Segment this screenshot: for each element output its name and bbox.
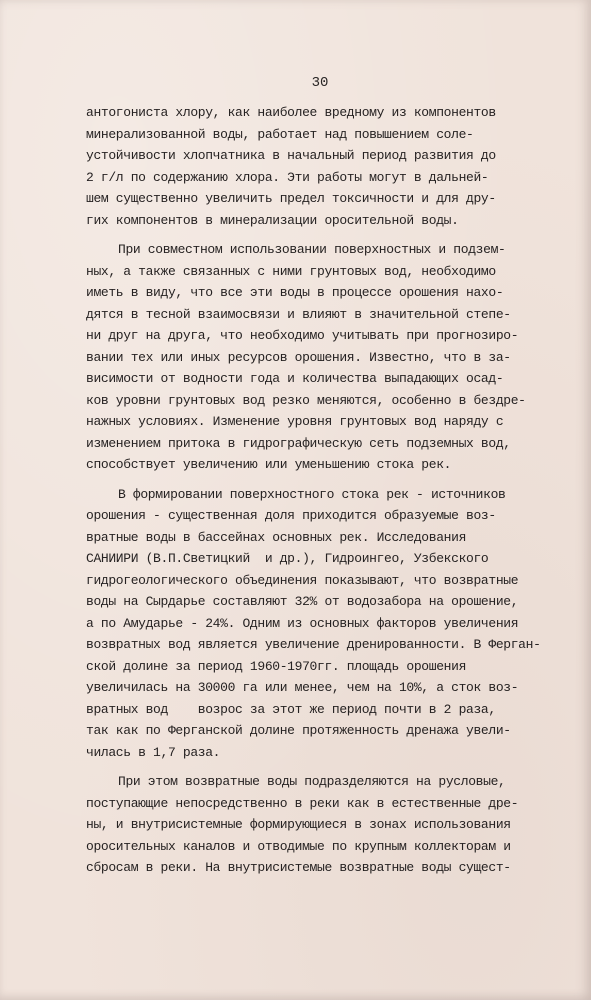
- text-line: минерализованной воды, работает над повышением соле-: [86, 126, 474, 142]
- page-number: 30: [311, 75, 329, 91]
- text-line: так как по Ферганской долине протяженность дренажа увели-: [86, 723, 511, 738]
- text-line: САНИИРИ (В.П.Светицкий и др.), Гидроингео, Узбекского: [86, 551, 489, 566]
- text-line: ков уровни грунтовых вод резко меняются, особенно в бездре-: [86, 392, 526, 408]
- text-line: устойчивости хлопчатника в начальный период развития до: [86, 148, 496, 163]
- text-line: иметь в виду, что все эти воды в процессе орошения нахо-: [86, 285, 504, 300]
- text-line: а по Амударье - 24%. Одним из основных факторов увеличения: [86, 615, 519, 631]
- paragraph-1: [86, 102, 562, 231]
- body-text: [86, 102, 562, 879]
- text-line: ни друг на друга, что необходимо учитывать при прогнозиро-: [86, 328, 519, 343]
- text-line: вратных вод возрос за этот же период почти в 2 раза,: [86, 701, 496, 717]
- text-line: ных, а также связанных с ними грунтовых вод, необходимо: [86, 263, 496, 279]
- text-line: В формировании поверхностного стока рек - источников: [118, 486, 506, 502]
- text-line: вании тех или иных ресурсов орошения. Известно, что в за-: [86, 349, 511, 365]
- text-line: ны, и внутрисистемные формирующиеся в зонах использования: [86, 817, 511, 832]
- text-line: чилась в 1,7 раза.: [86, 744, 221, 760]
- paragraph-2: [86, 239, 562, 476]
- text-line: гидрогеологического объединения показывают, что возвратные: [86, 572, 519, 588]
- text-line: сбросам в реки. На внутрисистемые возвратные воды сущест-: [86, 860, 511, 875]
- text-line: вратные воды в бассейнах основных рек. Исследования: [86, 529, 467, 545]
- text-line: висимости от водности года и количества выпадающих осад-: [86, 371, 504, 386]
- text-line: ской долине за период 1960-1970гг. площадь орошения: [86, 658, 467, 674]
- text-line: воды на Сырдарье составляют 32% от водозабора на орошение,: [86, 594, 519, 609]
- text-line: При этом возвратные воды подразделяются на русловые,: [118, 774, 506, 789]
- text-line: увеличилась на 30000 га или менее, чем на 10%, а сток воз-: [86, 680, 519, 695]
- text-line: возвратных вод является увеличение дренированности. В Ферган-: [86, 637, 541, 652]
- text-line: антогониста хлору, как наиболее вредному из компонентов: [86, 105, 496, 120]
- text-line: способствует увеличению или уменьшению стока рек.: [86, 457, 452, 472]
- text-line: 2 г/л по содержанию хлора. Эти работы могут в дальней-: [86, 169, 489, 185]
- paragraph-gap: [86, 763, 562, 771]
- text-line: поступающие непосредственно в реки как в естественные дре-: [86, 795, 519, 811]
- text-line: шем существенно увеличить предел токсичности и для дру-: [86, 191, 496, 206]
- paragraph-gap: [86, 476, 562, 484]
- paragraph-3: [86, 484, 562, 764]
- text-line: дятся в тесной взаимосвязи и влияют в значительной степе-: [86, 306, 511, 322]
- text-line: изменением притока в гидрографическую сеть подземных вод,: [86, 435, 511, 451]
- paragraph-gap: [86, 231, 562, 239]
- text-line: При совместном использовании поверхностных и подзем-: [118, 242, 506, 257]
- text-line: орошения - существенная доля приходится образуемые воз-: [86, 508, 496, 523]
- text-line: гих компонентов в минерализации оросительной воды.: [86, 212, 459, 228]
- paragraph-4: [86, 771, 562, 879]
- text-line: оросительных каналов и отводимые по крупным коллекторам и: [86, 838, 511, 854]
- text-line: нажных условиях. Изменение уровня грунтовых вод наряду с: [86, 414, 504, 429]
